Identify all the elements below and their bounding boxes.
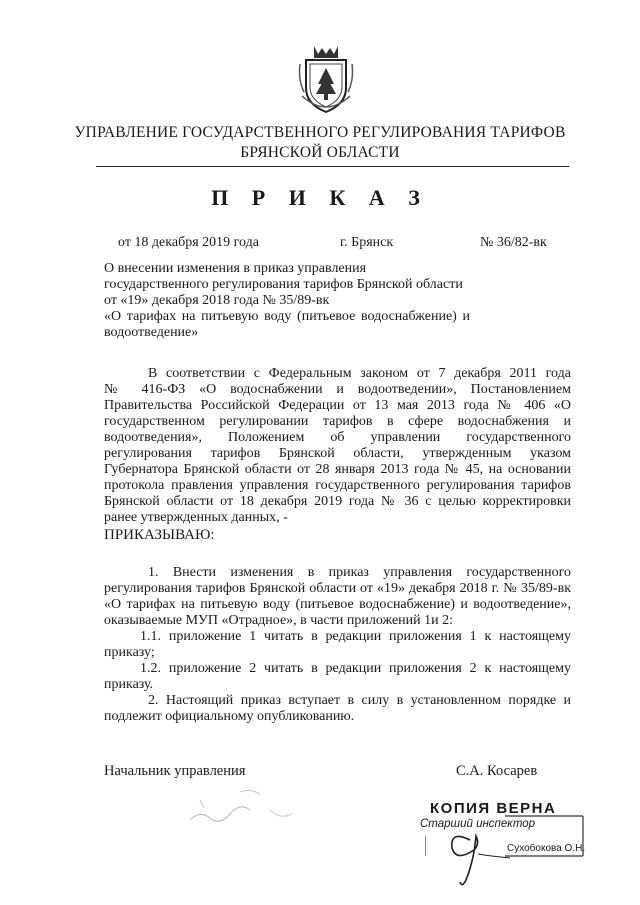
order-item-line: приказу;: [104, 645, 155, 660]
subject-line: О внесении изменения в приказ управления: [104, 261, 367, 276]
signatory-position: Начальник управления: [104, 763, 246, 779]
stamp-name: Сухобокова О.Н.: [507, 843, 586, 854]
order-item-line: приказу.: [104, 677, 154, 692]
stamp-role: Старший инспектор: [420, 818, 536, 830]
preamble-line: регулирования тарифов Брянской области, утвержденным указом: [104, 446, 571, 461]
preamble-line: водоотведения», Положением об управлении государственного: [104, 430, 571, 445]
order-word: ПРИКАЗЫВАЮ:: [104, 527, 215, 543]
order-item-line: 1.1. приложение 1 читать в редакции приложения 1 к настоящему: [140, 629, 571, 644]
order-number: № 36/82-вк: [480, 235, 547, 250]
order-date: от 18 декабря 2019 года: [118, 235, 259, 250]
preamble-line: В соответствии с Федеральным законом от 7 декабря 2011 года: [148, 366, 571, 381]
order-item-line: 1. Внести изменения в приказ управления государственного: [148, 565, 571, 580]
order-item-line: оказываемые МУП «Отрадное», в части приложений 1и 2:: [104, 613, 454, 628]
faded-seal-icon: [180, 780, 300, 840]
subject-line: от «19» декабря 2018 года № 35/89-вк: [104, 293, 330, 308]
order-item-line: 2. Настоящий приказ вступает в силу в установленном порядке и: [148, 693, 571, 708]
order-city: г. Брянск: [340, 235, 394, 250]
organization-name-line-1: УПРАВЛЕНИЕ ГОСУДАРСТВЕННОГО РЕГУЛИРОВАНИЯ ТАРИФОВ: [74, 124, 566, 141]
organization-name-line-2: БРЯНСКОЙ ОБЛАСТИ: [240, 144, 400, 161]
order-item-line: регулирования тарифов Брянской области от «19» декабря 2018 г. № 35/89-вк: [104, 581, 571, 596]
order-item-line: 1.2. приложение 2 читать в редакции приложения 2 к настоящему: [140, 661, 571, 676]
signatory-name: С.А. Косарев: [456, 763, 538, 779]
header-rule: [96, 166, 569, 167]
stamp-title: КОПИЯ ВЕРНА: [430, 800, 557, 817]
subject-line: «О тарифах на питьевую воду (питьевое водоснабжение) и: [104, 309, 470, 324]
preamble-line: Губернатора Брянской области от 28 января 2013 года № 45, на основании: [104, 462, 571, 477]
preamble-line: № 416-ФЗ «О водоснабжении и водоотведении», Постановлением: [104, 382, 571, 397]
handwritten-signature-icon: [430, 810, 520, 890]
subject-line: государственного регулирования тарифов Брянской области: [104, 277, 463, 292]
preamble-line: протокола правления управления государственного регулирования тарифов: [104, 478, 571, 493]
preamble-line: ранее утвержденных данных, -: [104, 510, 288, 525]
preamble-line: государственном регулировании тарифов в сфере водоснабжения и: [104, 414, 571, 429]
order-item-line: «О тарифах на питьевую воду (питьевое водоснабжение) и водоотведение»,: [104, 597, 571, 612]
subject-line: водоотведение»: [104, 325, 199, 340]
preamble-line: Правительства Российской Федерации от 13 мая 2013 года № 406 «О: [104, 398, 571, 413]
document-title: П Р И К А З: [211, 185, 429, 210]
preamble-line: Брянской области от 18 декабря 2019 года № 36 с целью корректировки: [104, 494, 571, 509]
order-item-line: подлежит официальному опубликованию.: [104, 709, 355, 724]
coat-of-arms-icon: [296, 40, 356, 116]
